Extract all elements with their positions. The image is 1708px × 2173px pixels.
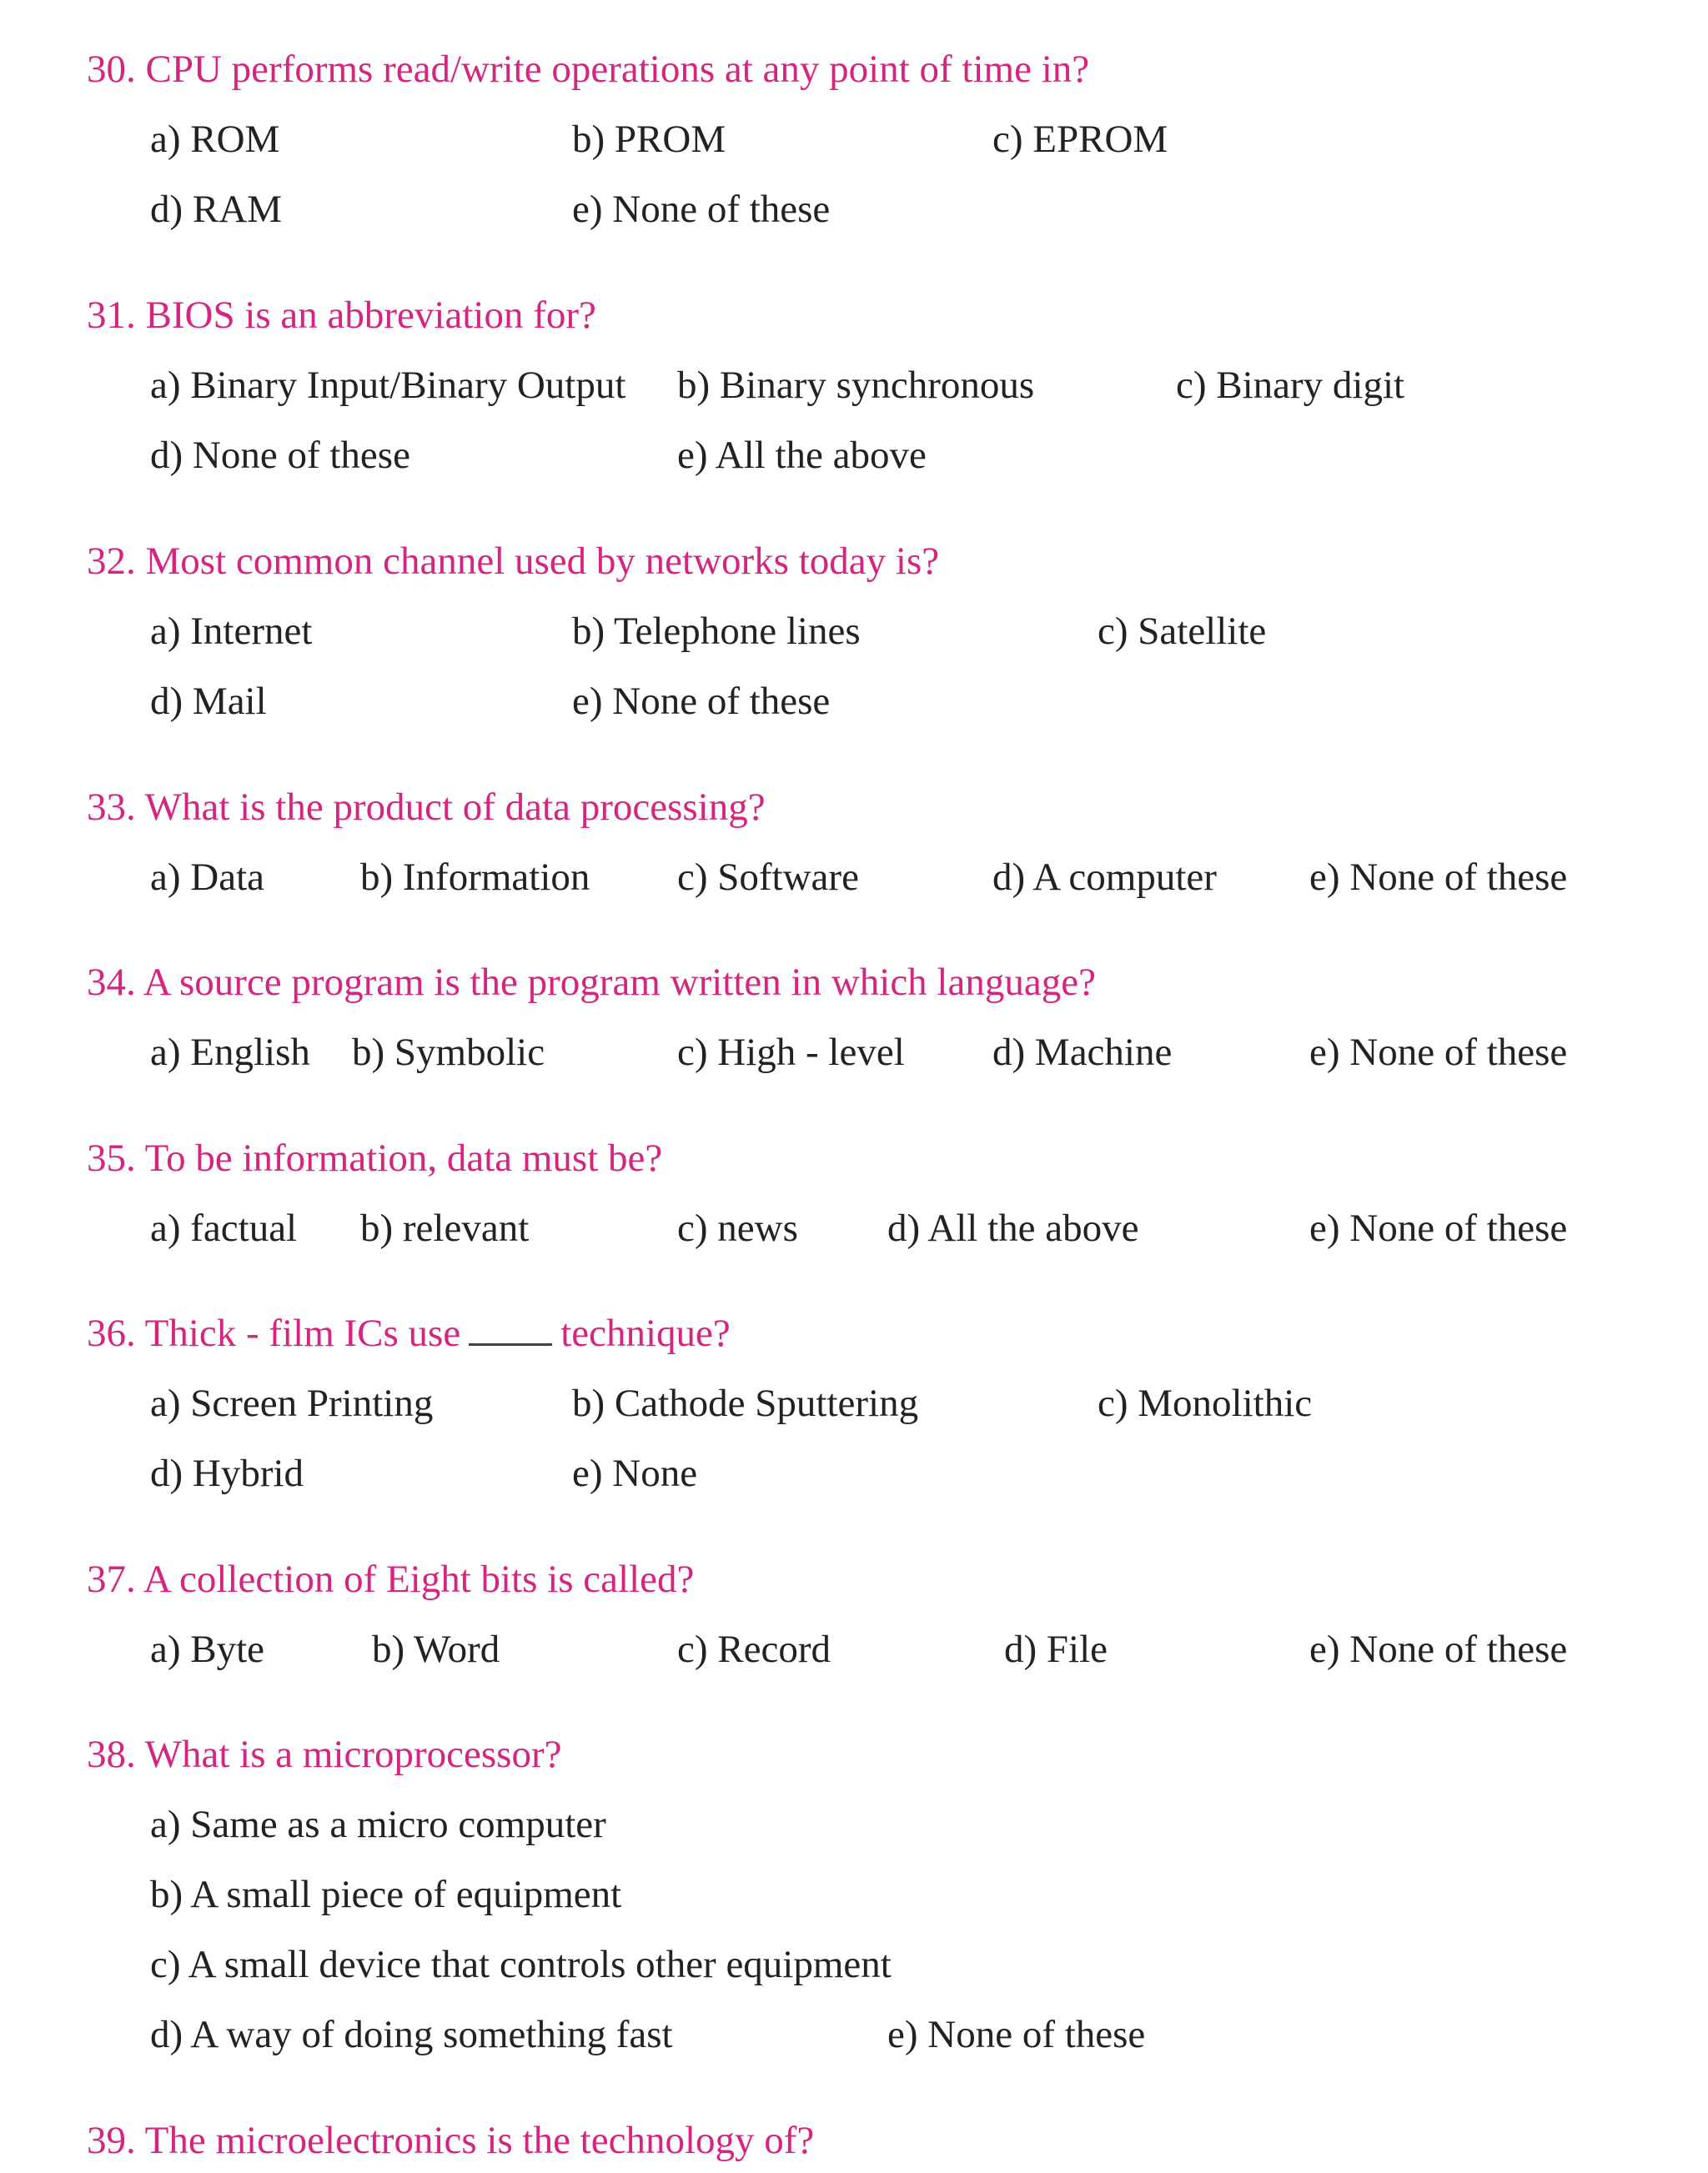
option-a[interactable]: a) English <box>150 1031 310 1074</box>
option-e[interactable]: e) None of these <box>572 188 831 231</box>
question-text <box>87 1314 731 1353</box>
option-d[interactable]: d) Mail <box>150 680 267 723</box>
option-d[interactable]: d) RAM <box>150 188 282 231</box>
option-b[interactable]: b) A small piece of equipment <box>150 1873 622 1916</box>
option-a[interactable]: a) Same as a micro computer <box>150 1803 606 1846</box>
option-d[interactable]: d) A way of doing something fast <box>150 2013 673 2056</box>
option-c[interactable]: c) Monolithic <box>1098 1382 1313 1425</box>
option-e[interactable]: e) All the above <box>677 434 927 477</box>
option-a[interactable]: a) factual <box>150 1207 298 1250</box>
fill-in-blank <box>469 1317 552 1346</box>
option-d[interactable]: d) Machine <box>992 1031 1173 1074</box>
option-e[interactable]: e) None of these <box>1309 1628 1568 1671</box>
option-a[interactable]: a) ROM <box>150 118 280 161</box>
option-a[interactable]: a) Data <box>150 856 264 899</box>
option-c[interactable]: c) Software <box>677 856 859 899</box>
question-text: 38. What is a microprocessor? <box>87 1733 562 1776</box>
option-b[interactable]: b) Symbolic <box>352 1031 545 1074</box>
option-e[interactable]: e) None of these <box>572 680 831 723</box>
option-c[interactable]: c) news <box>677 1207 798 1250</box>
question-text: 32. Most common channel used by networks today is? <box>87 539 940 583</box>
option-c[interactable]: c) High - level <box>677 1031 905 1074</box>
option-b[interactable]: b) Binary synchronous <box>677 364 1035 407</box>
option-d[interactable]: d) File <box>1004 1628 1108 1671</box>
option-a[interactable]: a) Screen Printing <box>150 1382 434 1425</box>
option-e[interactable]: e) None of these <box>1309 856 1568 899</box>
option-e[interactable]: e) None <box>572 1452 698 1495</box>
question-text: 30. CPU performs read/write operations at any point of time in? <box>87 48 1090 91</box>
option-c[interactable]: c) A small device that controls other equipment <box>150 1943 892 1986</box>
option-a[interactable]: a) Internet <box>150 610 313 653</box>
option-b[interactable]: b) Information <box>360 856 590 899</box>
question-text-end: technique? <box>560 1312 731 1355</box>
option-e[interactable]: e) None of these <box>1309 1031 1568 1074</box>
option-b[interactable]: b) Word <box>372 1628 500 1671</box>
option-c[interactable]: c) EPROM <box>992 118 1168 161</box>
question-text: 39. The microelectronics is the technology of? <box>87 2119 815 2162</box>
option-d[interactable]: d) A computer <box>992 856 1217 899</box>
question-text-start: 36. Thick - film ICs use <box>87 1312 461 1355</box>
option-b[interactable]: b) Telephone lines <box>572 610 861 653</box>
option-d[interactable]: d) Hybrid <box>150 1452 304 1495</box>
option-c[interactable]: c) Record <box>677 1628 831 1671</box>
option-d[interactable]: d) None of these <box>150 434 410 477</box>
option-b[interactable]: b) PROM <box>572 118 726 161</box>
option-c[interactable]: c) Satellite <box>1098 610 1267 653</box>
option-b[interactable]: b) Cathode Sputtering <box>572 1382 919 1425</box>
option-a[interactable]: a) Binary Input/Binary Output <box>150 364 626 407</box>
option-a[interactable]: a) Byte <box>150 1628 265 1671</box>
question-text: 31. BIOS is an abbreviation for? <box>87 294 596 337</box>
option-c[interactable]: c) Binary digit <box>1176 364 1405 407</box>
question-text: 33. What is the product of data processing? <box>87 785 766 829</box>
option-d[interactable]: d) All the above <box>887 1207 1139 1250</box>
question-text: 34. A source program is the program written in which language? <box>87 961 1096 1004</box>
question-text: 35. To be information, data must be? <box>87 1137 663 1180</box>
question-text: 37. A collection of Eight bits is called? <box>87 1558 695 1601</box>
option-b[interactable]: b) relevant <box>360 1207 530 1250</box>
option-e[interactable]: e) None of these <box>887 2013 1146 2056</box>
option-e[interactable]: e) None of these <box>1309 1207 1568 1250</box>
